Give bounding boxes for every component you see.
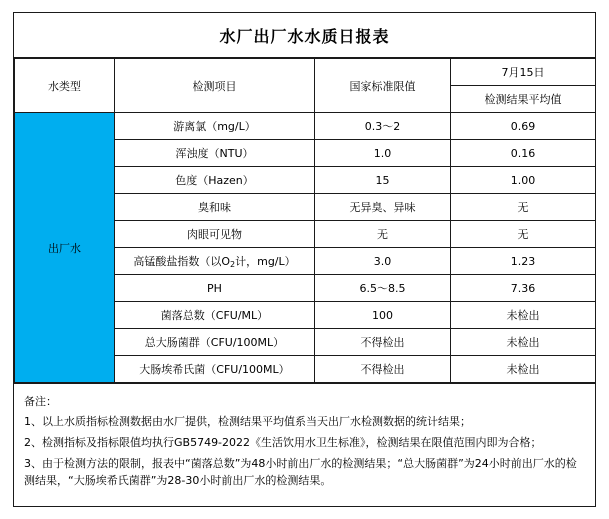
result-value: 无 (451, 194, 596, 221)
test-item-name: 臭和味 (115, 194, 315, 221)
test-item-name (115, 248, 315, 275)
result-value: 1.00 (451, 167, 596, 194)
test-item-text-post: 计，mg/L） (235, 255, 296, 268)
header-result-average: 检测结果平均值 (451, 86, 596, 113)
standard-value: 不得检出 (315, 356, 451, 383)
test-item-name: 菌落总数（CFU/ML） (115, 302, 315, 329)
result-value: 0.69 (451, 113, 596, 140)
standard-value: 无异臭、异味 (315, 194, 451, 221)
test-item-name: PH (115, 275, 315, 302)
result-value: 未检出 (451, 302, 596, 329)
test-item-name: 游离氯（mg/L） (115, 113, 315, 140)
test-item-name: 总大肠菌群（CFU/100ML） (115, 329, 315, 356)
result-value: 7.36 (451, 275, 596, 302)
report-frame (13, 12, 596, 507)
report-title-bar (14, 13, 595, 58)
header-test-item: 检测项目 (115, 59, 315, 113)
standard-value: 0.3～2 (315, 113, 451, 140)
standard-value: 3.0 (315, 248, 451, 275)
standard-value: 无 (315, 221, 451, 248)
result-value: 未检出 (451, 329, 596, 356)
notes-label: 备注： (24, 395, 57, 408)
notes-line: 1、以上水质指标检测数据由水厂提供，检测结果平均值系当天出厂水检测数据的统计结果； (24, 415, 471, 428)
result-value: 无 (451, 221, 596, 248)
standard-value: 15 (315, 167, 451, 194)
water-quality-table (14, 58, 596, 383)
notes-line: 2、检测指标及指标限值均执行GB5749-2022《生活饮用水卫生标准》，检测结果在限值范围内即为合格； (24, 436, 542, 449)
header-water-type: 水类型 (15, 59, 115, 113)
test-item-subscript: 2 (230, 260, 236, 269)
result-value: 1.23 (451, 248, 596, 275)
notes-line: 3、由于检测方法的限制，报表中“菌落总数”为48小时前出厂水的检测结果；“总大肠菌群”为24小时前出厂水的检测结果，“大肠埃希氏菌群”为28-30小时前出厂水的检测结果。 (24, 457, 577, 487)
table-header-row (15, 59, 596, 86)
test-item-text-pre: 高锰酸盐指数（以O (133, 255, 231, 268)
test-item-name: 肉眼可见物 (115, 221, 315, 248)
table-row (15, 113, 596, 140)
test-item-name: 色度（Hazen） (115, 167, 315, 194)
header-national-standard: 国家标准限值 (315, 59, 451, 113)
result-value: 0.16 (451, 140, 596, 167)
notes-section (14, 383, 595, 506)
standard-value: 不得检出 (315, 329, 451, 356)
header-date: 7月15日 (451, 59, 596, 86)
standard-value: 6.5～8.5 (315, 275, 451, 302)
test-item-name: 大肠埃希氏菌（CFU/100ML） (115, 356, 315, 383)
standard-value: 1.0 (315, 140, 451, 167)
water-type-value: 出厂水 (15, 113, 115, 383)
test-item-name: 浑浊度（NTU） (115, 140, 315, 167)
result-value: 未检出 (451, 356, 596, 383)
page-title: 水厂出厂水水质日报表 (219, 26, 390, 46)
standard-value: 100 (315, 302, 451, 329)
